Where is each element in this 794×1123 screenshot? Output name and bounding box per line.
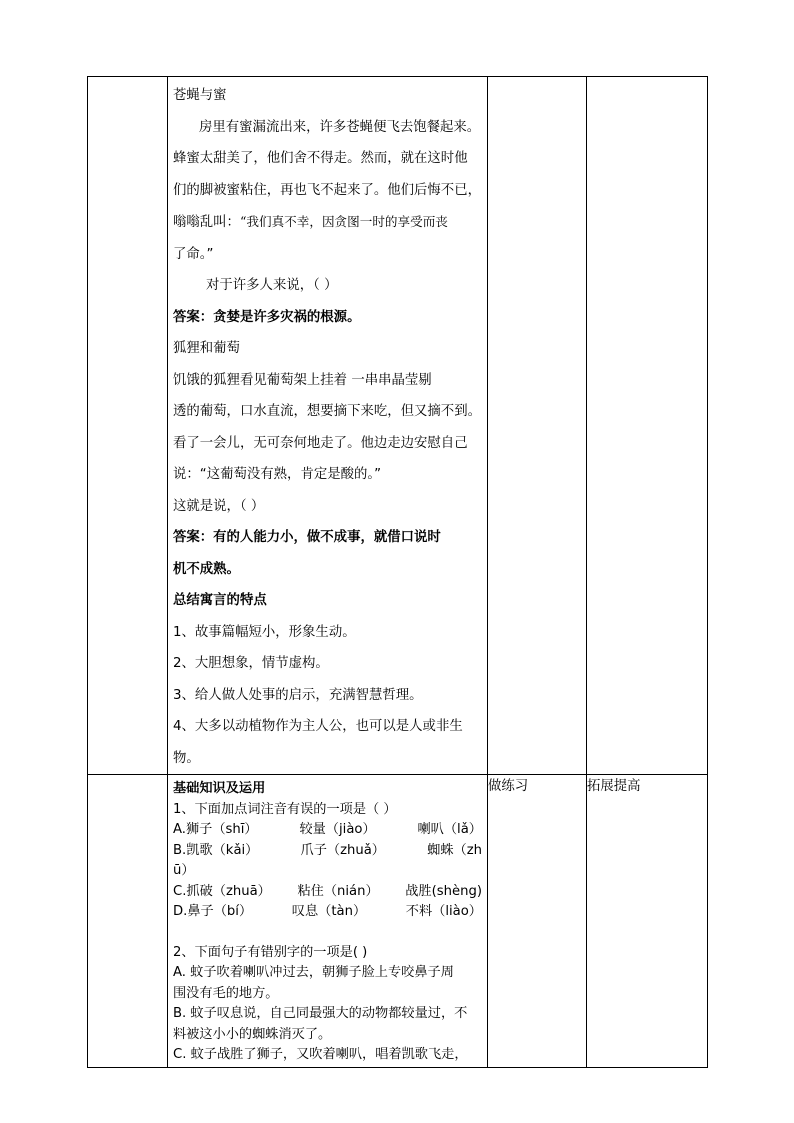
option-item: B.凯歌（kǎi） — [173, 842, 259, 858]
option-row — [173, 902, 482, 923]
question-text: 1、下面加点词注音有误的一项是（ ） — [173, 801, 397, 817]
summary-title: 总结寓言的特点 — [173, 593, 267, 608]
story-text: 嗡嗡乱叫：“我们真不幸，因贪图一时的享受而丧 — [173, 214, 448, 230]
empty-cell — [88, 77, 168, 775]
option-item: 喇叭（lǎ） — [417, 822, 482, 837]
option-item: 粘住（nián） — [297, 883, 379, 899]
content-cell — [168, 77, 488, 775]
table-row — [88, 77, 708, 775]
spacer — [173, 923, 482, 943]
story-text: 们的脚被蜜粘住，再也飞不起来了。他们后悔不已， — [173, 182, 481, 198]
option-item: 蜘蛛（zh — [427, 842, 482, 858]
list-item: 2、大胆想象，情节虚构。 — [173, 656, 329, 671]
answer-text: 机不成熟。 — [173, 561, 240, 577]
option-text: A. 蚊子吹着喇叭冲过去，朝狮子脸上专咬鼻子周 — [173, 965, 454, 980]
option-continuation: ū） — [173, 863, 195, 878]
empty-cell — [587, 77, 708, 775]
story-text: 蜂蜜太甜美了，他们舍不得走。然而，就在这时他 — [173, 151, 468, 166]
option-item: 不料（liào） — [405, 904, 482, 919]
option-item: A.狮子（shī） — [173, 822, 258, 837]
list-item: 3、给人做人处事的启示，充满智慧哲理。 — [173, 687, 423, 703]
story-title: 苍蝇与蜜 — [173, 88, 227, 103]
option-row — [173, 841, 482, 862]
lesson-table — [87, 76, 708, 1068]
option-row — [173, 820, 482, 841]
story-text: 了命。” — [173, 246, 214, 262]
question-text: 这就是说，（ ） — [173, 498, 265, 514]
list-item: 4、大多以动植物作为主人公，也可以是人或非生 — [173, 719, 463, 734]
story-text: 饥饿的狐狸看见葡萄架上挂着 一串串晶莹剔 — [173, 372, 432, 388]
question-text: 对于许多人来说，（ ） — [206, 278, 338, 293]
option-row — [173, 882, 482, 903]
option-item: 战胜(shèng) — [405, 883, 482, 899]
story-text: 看了一会儿，无可奈何地走了。他边走边安慰自己 — [173, 435, 468, 451]
option-text: 料被这小小的蜘蛛消灭了。 — [173, 1026, 332, 1042]
option-item: D.鼻子（bí） — [173, 904, 253, 919]
story-text: 房里有蜜漏流出来，许多苍蝇便飞去饱餐起来。 — [199, 119, 481, 135]
table-row — [88, 775, 708, 1068]
empty-cell — [488, 77, 587, 775]
answer-text: 答案：有的人能力小，做不成事，就借口说时 — [173, 530, 441, 545]
question-text: 2、下面句子有错别字的一项是( ) — [173, 944, 368, 960]
section-heading: 基础知识及运用 — [173, 781, 266, 796]
content-cell — [168, 775, 488, 1068]
empty-cell — [88, 775, 168, 1068]
option-text: B. 蚊子叹息说，自己同最强大的动物都较量过，不 — [173, 1006, 468, 1021]
option-item: 较量（jiào） — [299, 822, 376, 837]
activity-cell: 做练习 — [488, 775, 587, 1068]
option-item: 爪子（zhuǎ） — [300, 842, 385, 858]
list-item: 1、故事篇幅短小，形象生动。 — [173, 624, 356, 640]
story-text: 透的葡萄，口水直流，想要摘下来吃，但又摘不到。 — [173, 404, 481, 419]
purpose-cell: 拓展提高 — [587, 775, 708, 1068]
option-item: C.抓破（zhuā） — [173, 883, 271, 899]
story-text: 说：“这葡萄没有熟，肯定是酸的。” — [173, 467, 382, 482]
option-item: 叹息（tàn） — [291, 904, 367, 919]
answer-text: 答案：贪婪是许多灾祸的根源。 — [173, 309, 361, 325]
story-title: 狐狸和葡萄 — [173, 341, 240, 356]
list-item: 物。 — [173, 750, 200, 766]
option-text: C. 蚊子战胜了狮子，又吹着喇叭，唱着凯歌飞走， — [173, 1047, 468, 1062]
option-text: 围没有毛的地方。 — [173, 985, 279, 1001]
